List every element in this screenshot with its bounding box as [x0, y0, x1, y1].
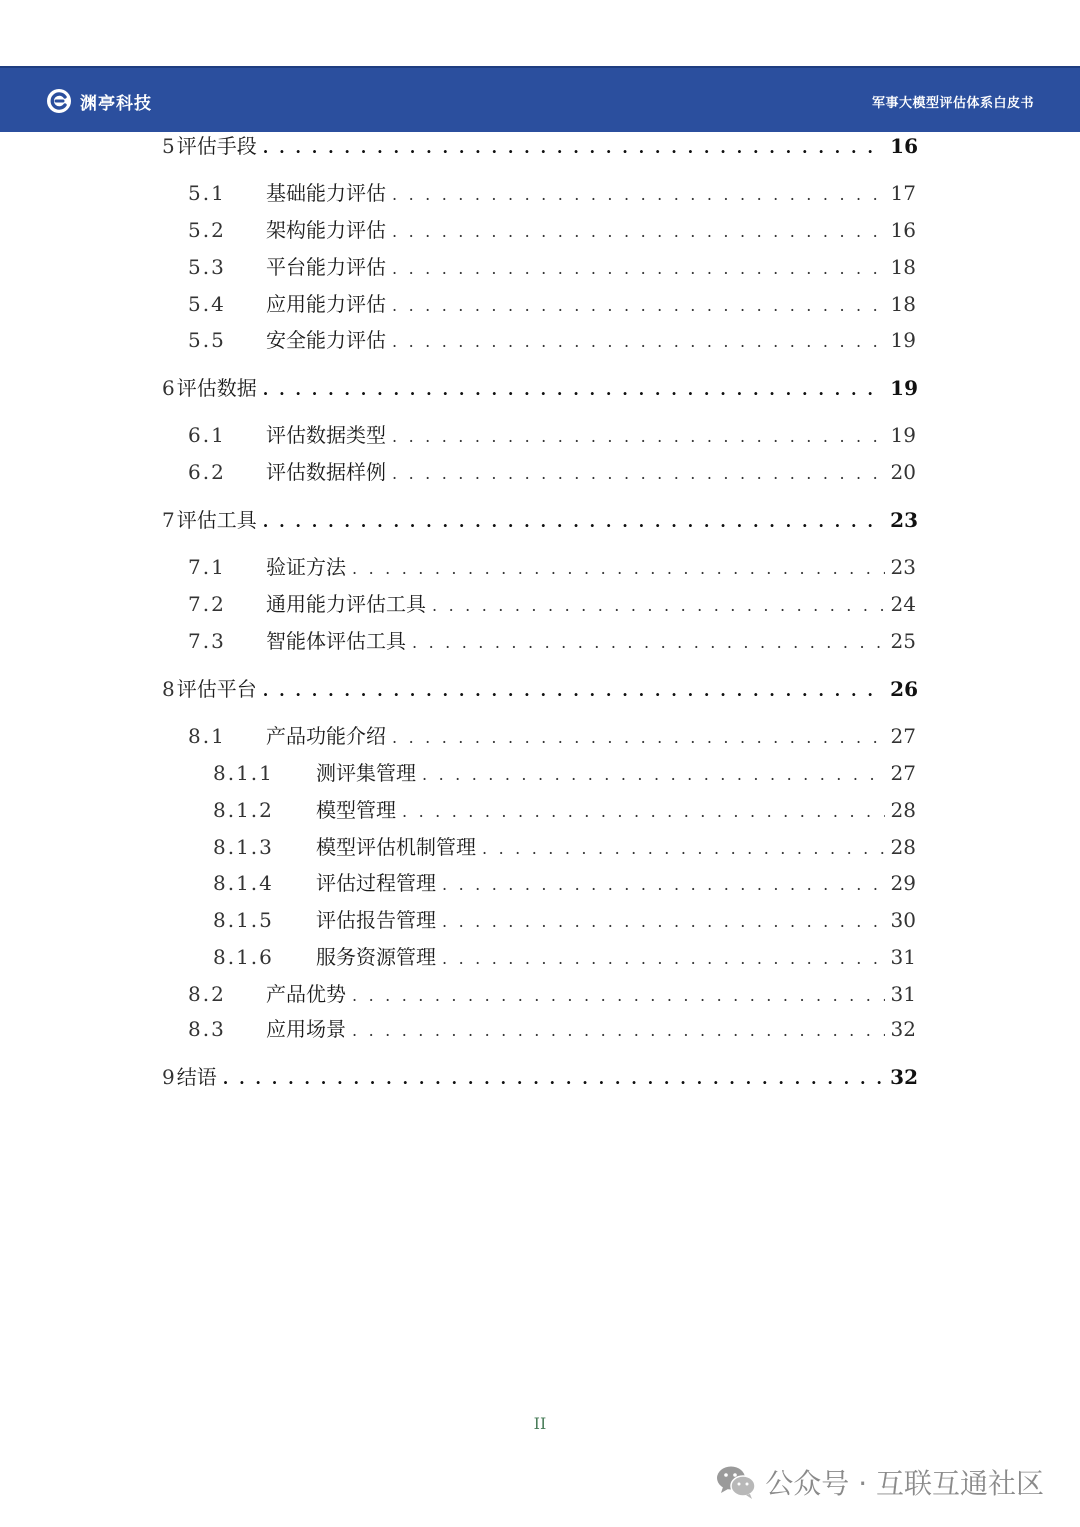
toc-entry[interactable] [188, 979, 916, 1009]
toc-leader-dots [432, 591, 885, 621]
toc-entry[interactable] [188, 289, 916, 319]
toc-entry-title: 产品功能介绍 [266, 724, 386, 748]
toc-entry[interactable] [213, 832, 916, 862]
watermark [715, 1462, 1044, 1502]
toc-entry-title: 产品优势 [266, 982, 346, 1006]
toc-leader-dots [402, 797, 885, 827]
toc-leader-dots [263, 676, 884, 706]
toc-entry-title: 测评集管理 [316, 761, 416, 785]
toc-entry-page: 20 [890, 460, 916, 484]
toc-entry-page: 25 [890, 629, 916, 653]
toc-entry[interactable] [188, 1014, 916, 1044]
toc-entry-title: 评估手段 [176, 134, 257, 158]
toc-entry[interactable] [213, 905, 916, 935]
toc-entry-number: 6.2 [188, 460, 226, 484]
toc-entry-page: 24 [890, 592, 916, 616]
toc-entry-page: 19 [890, 328, 916, 352]
toc-entry-number: 8.1.5 [213, 908, 274, 932]
wechat-icon [715, 1464, 757, 1500]
toc-entry-page: 28 [890, 798, 916, 822]
toc-entry-number: 5.5 [188, 328, 226, 352]
toc-entry[interactable] [188, 721, 916, 751]
toc-entry-number: 5 [162, 134, 175, 158]
toc-entry-number: 8.2 [188, 982, 226, 1006]
toc-entry-title: 应用场景 [266, 1017, 346, 1041]
toc-entry-page: 27 [890, 724, 916, 748]
toc-leader-dots [392, 180, 885, 210]
toc-entry-page: 27 [890, 761, 916, 785]
toc-entry-number: 8.1.1 [213, 761, 274, 785]
toc-entry[interactable] [213, 942, 916, 972]
toc-entry-title: 评估数据 [176, 376, 257, 400]
toc-entry-number: 8.1 [188, 724, 226, 748]
toc-leader-dots [412, 628, 885, 658]
toc-entry-title: 应用能力评估 [266, 292, 386, 316]
toc-leader-dots [352, 1016, 885, 1046]
toc-entry[interactable] [162, 674, 918, 704]
toc-entry[interactable] [188, 420, 916, 450]
toc-leader-dots [442, 907, 885, 937]
toc-leader-dots [263, 375, 884, 405]
toc-entry[interactable] [188, 457, 916, 487]
toc-entry-number: 5.2 [188, 218, 226, 242]
toc-entry-page: 16 [890, 134, 918, 158]
toc-entry-number: 8.1.4 [213, 871, 274, 895]
toc-leader-dots [263, 507, 884, 537]
toc-entry-number: 6 [162, 376, 175, 400]
document-title: 军事大模型评估体系白皮书 [871, 96, 1034, 111]
toc-entry-title: 架构能力评估 [266, 218, 386, 242]
toc-entry-title: 平台能力评估 [266, 255, 386, 279]
watermark-text: 公众号 · 互联互通社区 [765, 1467, 1044, 1500]
toc-leader-dots [442, 944, 885, 974]
toc-entry-page: 23 [890, 555, 916, 579]
toc-entry-title: 基础能力评估 [266, 181, 386, 205]
toc-entry-number: 5.1 [188, 181, 226, 205]
toc-entry-title: 智能体评估工具 [266, 629, 406, 653]
toc-leader-dots [352, 554, 885, 584]
toc-entry-page: 28 [890, 835, 916, 859]
page-header [0, 66, 1080, 132]
toc-entry-title: 结语 [176, 1065, 217, 1089]
toc-entry[interactable] [213, 758, 916, 788]
toc-entry[interactable] [188, 215, 916, 245]
toc-entry-page: 18 [890, 292, 916, 316]
toc-entry-title: 评估报告管理 [316, 908, 436, 932]
toc-entry-number: 5.4 [188, 292, 226, 316]
toc-entry-number: 8.1.6 [213, 945, 274, 969]
toc-entry-page: 26 [890, 677, 918, 701]
toc-entry-number: 8.1.3 [213, 835, 274, 859]
toc-leader-dots [442, 870, 885, 900]
toc-entry-title: 服务资源管理 [316, 945, 436, 969]
toc-entry[interactable] [162, 1062, 918, 1092]
toc-entry-number: 5.3 [188, 255, 226, 279]
toc-leader-dots [392, 327, 885, 357]
toc-leader-dots [392, 459, 885, 489]
toc-entry-number: 8.3 [188, 1017, 226, 1041]
toc-leader-dots [392, 217, 885, 247]
toc-entry[interactable] [213, 795, 916, 825]
toc-entry-page: 18 [890, 255, 916, 279]
toc-entry-title: 验证方法 [266, 555, 346, 579]
toc-entry-page: 31 [890, 982, 916, 1006]
toc-entry[interactable] [188, 589, 916, 619]
toc-leader-dots [422, 760, 885, 790]
toc-entry-title: 评估平台 [176, 677, 257, 701]
toc-entry-page: 29 [890, 871, 916, 895]
company-logo [46, 88, 152, 114]
page-number: II [533, 1414, 547, 1433]
toc-entry-number: 8.1.2 [213, 798, 274, 822]
toc-entry-number: 8 [162, 677, 175, 701]
toc-leader-dots [352, 981, 885, 1011]
toc-entry-number: 7.3 [188, 629, 226, 653]
toc-leader-dots [392, 291, 885, 321]
toc-leader-dots [263, 133, 884, 163]
toc-entry-page: 32 [890, 1017, 916, 1041]
toc-entry[interactable] [188, 252, 916, 282]
company-name: 渊亭科技 [80, 93, 152, 114]
toc-entry[interactable] [213, 868, 916, 898]
toc-entry-title: 评估工具 [176, 508, 257, 532]
company-logo-icon [46, 88, 72, 114]
toc-entry[interactable] [162, 505, 918, 535]
toc-entry[interactable] [188, 552, 916, 582]
toc-entry-page: 16 [890, 218, 916, 242]
toc-entry-page: 23 [890, 508, 918, 532]
toc-entry-number: 7.1 [188, 555, 226, 579]
toc-entry-number: 7 [162, 508, 175, 532]
toc-entry[interactable] [162, 131, 918, 161]
toc-entry-page: 30 [890, 908, 916, 932]
toc-entry-page: 32 [890, 1065, 918, 1089]
toc-entry-page: 17 [890, 181, 916, 205]
toc-entry-number: 9 [162, 1065, 175, 1089]
toc-entry-title: 模型评估机制管理 [316, 835, 476, 859]
toc-entry-page: 31 [890, 945, 916, 969]
toc-entry[interactable] [188, 178, 916, 208]
toc-entry-number: 6.1 [188, 423, 226, 447]
toc-entry-page: 19 [890, 423, 916, 447]
toc-entry[interactable] [162, 373, 918, 403]
toc-leader-dots [392, 723, 885, 753]
toc-entry-title: 模型管理 [316, 798, 396, 822]
toc-entry[interactable] [188, 626, 916, 656]
toc-leader-dots [392, 422, 885, 452]
toc-entry-title: 评估数据样例 [266, 460, 386, 484]
toc-entry-title: 安全能力评估 [266, 328, 386, 352]
toc-entry-number: 7.2 [188, 592, 226, 616]
toc-leader-dots [223, 1064, 884, 1094]
toc-leader-dots [392, 254, 885, 284]
toc-entry-title: 评估过程管理 [316, 871, 436, 895]
toc-entry-title: 评估数据类型 [266, 423, 386, 447]
toc-entry-title: 通用能力评估工具 [266, 592, 426, 616]
toc-leader-dots [482, 834, 885, 864]
toc-entry[interactable] [188, 325, 916, 355]
toc-entry-page: 19 [890, 376, 918, 400]
